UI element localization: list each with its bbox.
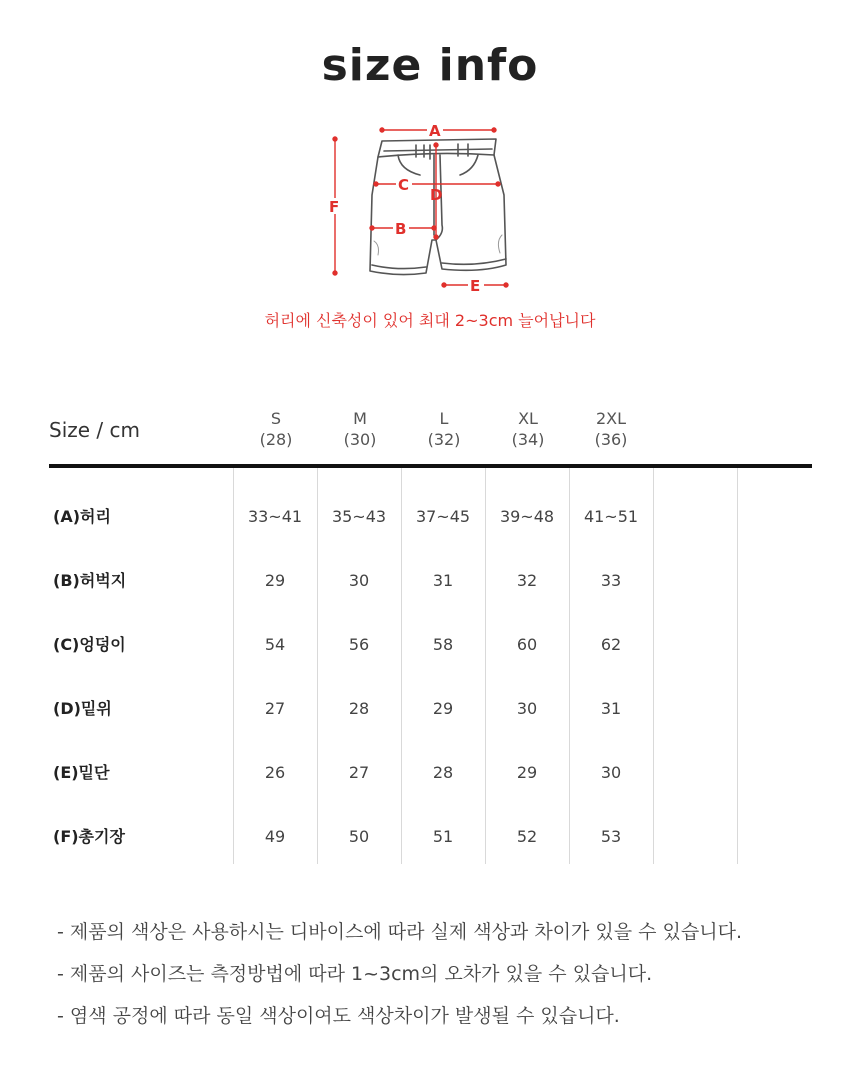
column-divider: [737, 468, 738, 864]
table-cell: 32: [516, 571, 538, 590]
column-divider: [401, 468, 402, 864]
table-cell: 50: [348, 827, 370, 846]
column-divider: [233, 468, 234, 864]
table-cell: 37~45: [415, 507, 471, 526]
column-header-s: [241, 408, 311, 450]
table-header-divider: [49, 464, 812, 468]
label-f: F: [329, 198, 340, 216]
table-cell: 31: [432, 571, 454, 590]
column-fit: (36): [594, 430, 628, 449]
column-divider: [485, 468, 486, 864]
table-cell: 30: [348, 571, 370, 590]
shorts-icon: [320, 115, 540, 300]
table-cell: 30: [516, 699, 538, 718]
label-d: D: [430, 186, 443, 204]
column-divider: [317, 468, 318, 864]
table-cell: 33~41: [247, 507, 303, 526]
column-fit: (28): [259, 430, 293, 449]
label-a: A: [429, 122, 441, 140]
table-cell: 56: [348, 635, 370, 654]
column-fit: (32): [427, 430, 461, 449]
row-label-thigh: (B)허벅지: [53, 571, 127, 590]
table-cell: 60: [516, 635, 538, 654]
table-cell: 27: [264, 699, 286, 718]
table-cell: 41~51: [583, 507, 639, 526]
notice-color: - 제품의 색상은 사용하시는 디바이스에 따라 실제 색상과 차이가 있을 수 있습니다.: [57, 921, 743, 943]
column-header-2xl: [576, 408, 646, 450]
table-cell: 53: [600, 827, 622, 846]
column-header-xl: [493, 408, 563, 450]
table-cell: 27: [348, 763, 370, 782]
notice-dye: - 염색 공정에 따라 동일 색상이여도 색상차이가 발생될 수 있습니다.: [57, 1005, 620, 1027]
table-cell: 29: [432, 699, 454, 718]
table-cell: 28: [348, 699, 370, 718]
column-size: L: [439, 409, 449, 428]
page-title: size info: [321, 40, 539, 91]
notice-list: [57, 918, 742, 1044]
column-size: XL: [518, 409, 538, 428]
table-cell: 49: [264, 827, 286, 846]
row-label-waist: (A)허리: [53, 507, 111, 526]
column-size: S: [270, 409, 282, 428]
table-cell: 58: [432, 635, 454, 654]
column-divider: [569, 468, 570, 864]
stretch-note: 허리에 신축성이 있어 최대 2~3cm 늘어납니다: [264, 311, 596, 330]
size-header-label: Size / cm: [49, 418, 140, 442]
row-label-length: (F)총기장: [53, 827, 125, 846]
table-cell: 35~43: [331, 507, 387, 526]
row-label-hip: (C)엉덩이: [53, 635, 126, 654]
column-size: 2XL: [595, 409, 627, 428]
table-cell: 39~48: [499, 507, 555, 526]
table-cell: 52: [516, 827, 538, 846]
table-cell: 54: [264, 635, 286, 654]
label-b: B: [395, 220, 407, 238]
notice-size: - 제품의 사이즈는 측정방법에 따라 1~3cm의 오차가 있을 수 있습니다.: [57, 963, 653, 985]
shorts-measurement-diagram: [320, 115, 540, 300]
table-cell: 29: [264, 571, 286, 590]
table-cell: 62: [600, 635, 622, 654]
table-cell: 31: [600, 699, 622, 718]
table-cell: 33: [600, 571, 622, 590]
column-fit: (34): [511, 430, 545, 449]
row-label-hem: (E)밑단: [53, 763, 110, 782]
table-cell: 28: [432, 763, 454, 782]
table-cell: 26: [264, 763, 286, 782]
label-e: E: [470, 277, 481, 295]
column-fit: (30): [343, 430, 377, 449]
column-header-l: [409, 408, 479, 450]
column-size: M: [353, 409, 367, 428]
table-cell: 51: [432, 827, 454, 846]
column-divider: [653, 468, 654, 864]
table-cell: 30: [600, 763, 622, 782]
row-label-rise: (D)밑위: [53, 699, 112, 718]
table-cell: 29: [516, 763, 538, 782]
label-c: C: [398, 176, 410, 194]
column-header-m: [325, 408, 395, 450]
